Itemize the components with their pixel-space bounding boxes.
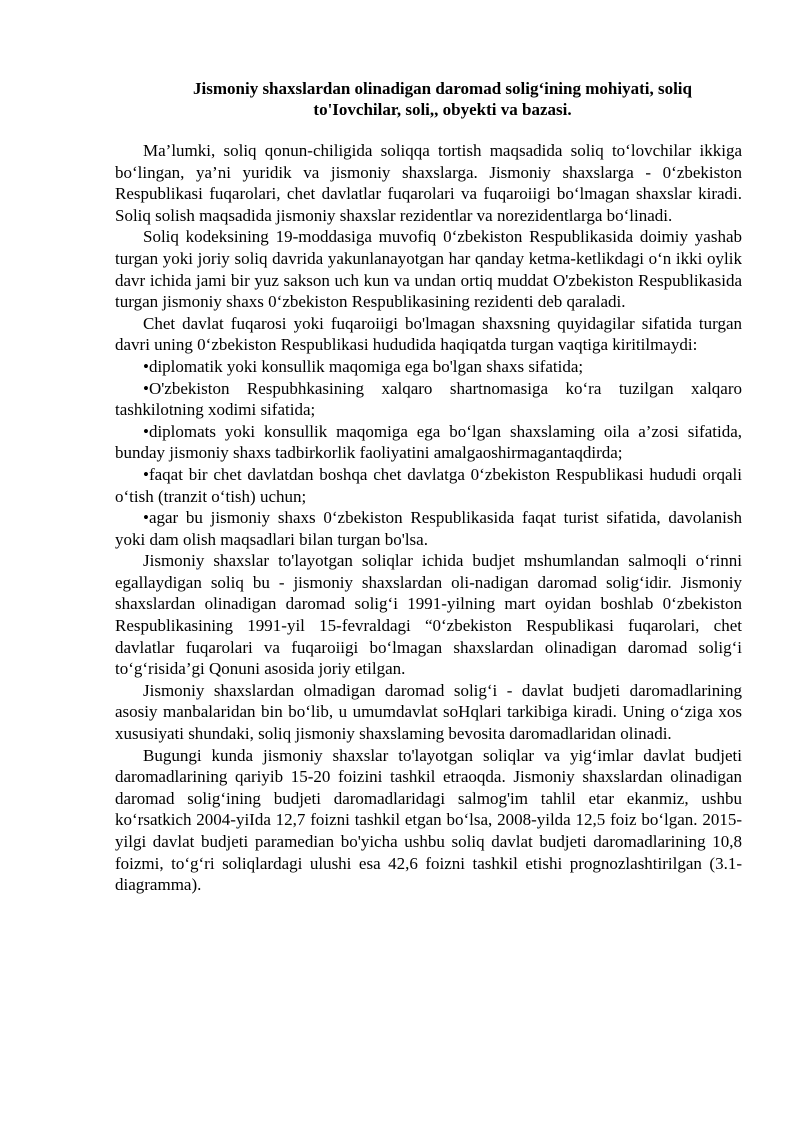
title-line-1: Jismoniy shaxslardan olinadigan daromad solig‘ining mohiyati, soliq [193, 79, 692, 98]
bullet-item: •diplomats yoki konsullik maqomiga ega bo‘lgan shaxslaming oila a’zosi sifatida, bunday jismoniy shaxs tadbirkorlik faoliyatini amalgaoshirmagantaqdirda; [115, 421, 742, 463]
paragraph: Jismoniy shaxslar to'layotgan soliqlar ichida budjet mshumlandan salmoqli o‘rinni egallaydigan soliq bu - jismoniy shaxslardan oli-nadigan daromad solig‘idir. Jismoniy shaxslardan olinadigan daromad solig‘i 1991-yilning mart oyidan boshlab 0‘zbekiston Respublikasining 1991-yil 15-fevraldagi “0‘zbekiston Respublikasi fuqarolari, chet davlatlar fuqarolari va fuqaroiigi bo‘lmagan shaxslardan olinadigan daromad solig‘i to‘g‘risida’gi Qonuni asosida joriy etilgan. [115, 551, 742, 679]
paragraph: Chet davlat fuqarosi yoki fuqaroiigi bo'lmagan shaxsning quyidagilar sifatida turgan davri uning 0‘zbekiston Respublikasi hududida haqiqatda turgan vaqtiga kiritilmaydi: [115, 313, 742, 355]
document-body [115, 140, 742, 896]
bullet-item: •faqat bir chet davlatdan boshqa chet davlatga 0‘zbekiston Respublikasi hududi orqali o‘tish (tranzit o‘tish) uchun; [115, 464, 742, 506]
document-page [115, 78, 742, 896]
paragraph: Jismoniy shaxslardan olmadigan daromad solig‘i - davlat budjeti daromadlarining asosiy manbalaridan bin bo‘lib, u umumdavlat soHqlari tarkibiga kiradi. Uning o‘ziga xos xususiyati shundaki, soliq jismoniy shaxslaming bevosita daromadlaridan olinadi. [115, 680, 742, 744]
bullet-item: •diplomatik yoki konsullik maqomiga ega bo'lgan shaxs sifatida; [143, 356, 584, 376]
paragraph: Bugungi kunda jismoniy shaxslar to'layotgan soliqlar va yig‘imlar davlat budjeti daromadlarining qariyib 15-20 foizini tashkil etraoqda. Jismoniy shaxslardan olinadigan daromad solig‘ining budjeti daromadlaridagi salmog'im tahlil etar ekanmiz, ushbu ko‘rsatkich 2004-yiIda 12,7 foizni tashkil etgan bo‘lsa, 2008-yilda 12,5 foiz bo‘lgan. 2015-yilgi davlat budjeti paramedian bo'yicha ushbu soliq davlat budjeti daromadlarining 10,8 foizmi, to‘g‘ri soliqlardagi ulushi esa 42,6 foizni tashkil etishi prognozlashtirilgan (3.1-diagramma). [115, 745, 742, 895]
paragraph: Soliq kodeksining 19-moddasiga muvofiq 0‘zbekiston Respublikasida doimiy yashab turgan yoki joriy soliq davrida yakunlanayotgan har qanday ketma-ketlikdagi o‘n ikki oylik davr ichida jami bir yuz sakson uch kun va undan ortiq muddat O'zbekiston Respublikasida turgan jismoniy shaxs 0‘zbekiston Respublikasining rezidenti deb qaraladi. [115, 227, 742, 312]
paragraph: Ma’lumki, soliq qonun-chiligida soliqqa tortish maqsadida soliq to‘lovchilar ikkiga bo‘lingan, ya’ni yuridik va jismoniy shaxslarga. Jismoniy shaxslarga - 0‘zbekiston Respublikasi fuqarolari, chet davlatlar fuqarolari va fuqaroiigi bo‘lmagan shaxslar kiradi. Soliq solish maqsadida jismoniy shaxslar rezidentlar va norezidentlarga bo‘linadi. [115, 141, 742, 225]
document-title [115, 78, 742, 120]
bullet-item: •agar bu jismoniy shaxs 0‘zbekiston Respublikasida faqat turist sifatida, davolanish yoki dam olish maqsadlari bilan turgan bo'lsa. [115, 508, 742, 549]
title-line-2: to'Iovchilar, soli,, obyekti va bazasi. [313, 100, 572, 119]
bullet-item: •O'zbekiston Respubhkasining xalqaro shartnomasiga ko‘ra tuzilgan xalqaro tashkilotning xodimi sifatida; [115, 378, 742, 420]
